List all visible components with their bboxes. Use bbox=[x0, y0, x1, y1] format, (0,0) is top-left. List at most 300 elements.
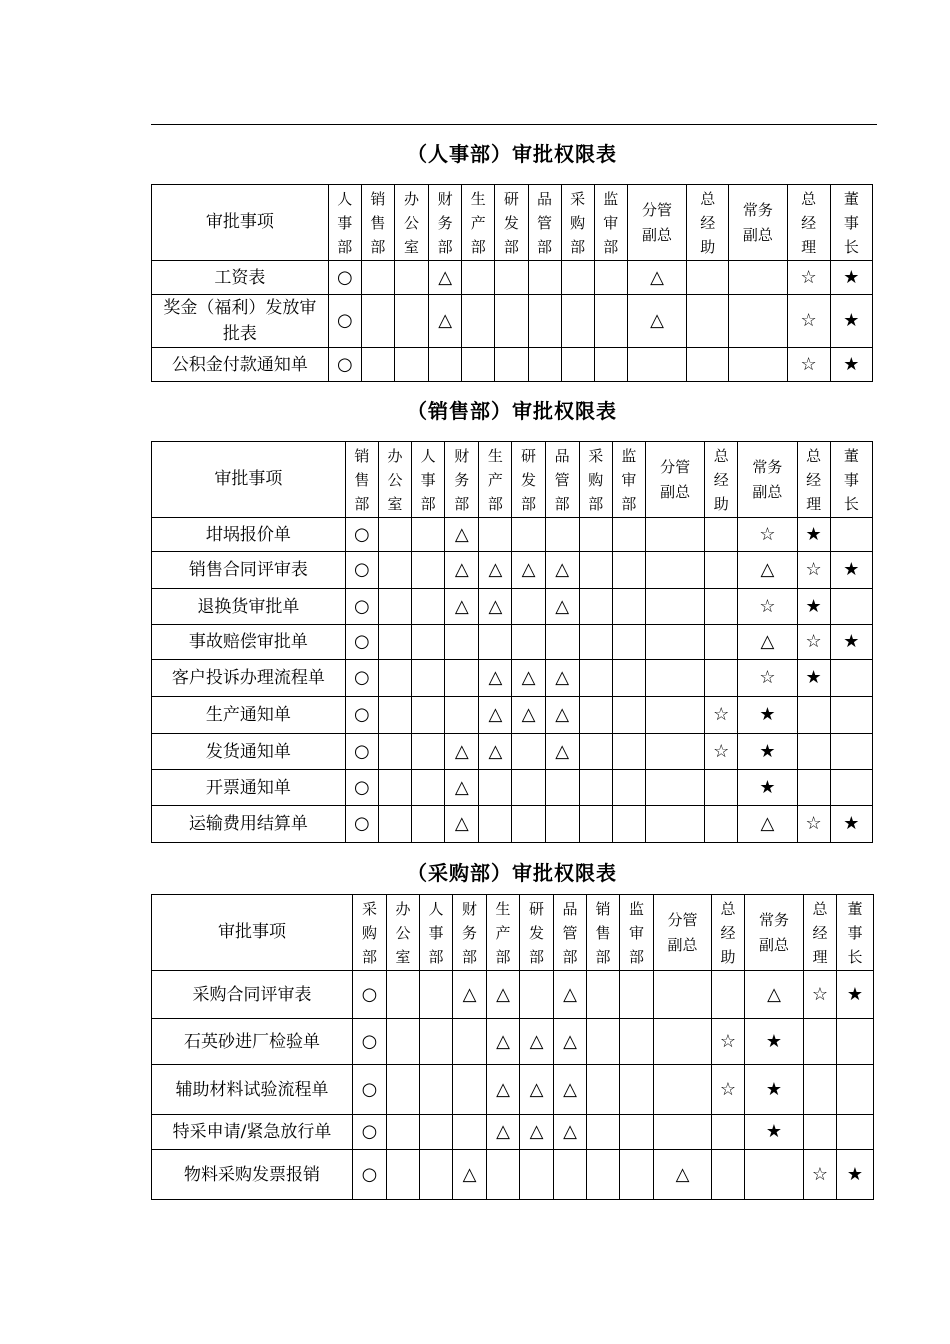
approval-cell bbox=[378, 589, 411, 625]
approval-item: 开票通知单 bbox=[152, 770, 346, 806]
column-header-text: 部 bbox=[621, 494, 637, 513]
column-header-text: 财 bbox=[437, 189, 453, 208]
approval-cell bbox=[394, 261, 428, 295]
approval-cell bbox=[412, 770, 445, 806]
column-header bbox=[579, 442, 612, 518]
approval-cell bbox=[512, 734, 545, 770]
approval-cell bbox=[561, 261, 594, 295]
column-header-text: 理 bbox=[806, 494, 822, 513]
approval-cell bbox=[345, 625, 378, 660]
column-header-text: 常务 bbox=[758, 910, 789, 929]
approval-cell bbox=[579, 770, 612, 806]
column-header-text: 财 bbox=[461, 899, 477, 918]
approval-cell bbox=[797, 806, 830, 843]
approval-cell bbox=[587, 1019, 620, 1065]
approval-mark: △ bbox=[767, 983, 781, 1005]
approval-cell bbox=[445, 625, 479, 660]
column-header-text: 部 bbox=[487, 494, 503, 513]
approval-cell bbox=[545, 770, 579, 806]
approval-cell bbox=[554, 1019, 587, 1065]
approval-cell bbox=[378, 806, 411, 843]
column-header bbox=[837, 895, 874, 971]
approval-cell bbox=[479, 660, 512, 697]
approval-cell bbox=[804, 1115, 837, 1150]
column-header-text: 销 bbox=[370, 189, 386, 208]
approval-mark: △ bbox=[521, 667, 536, 688]
approval-cell bbox=[830, 518, 872, 552]
column-header bbox=[554, 895, 587, 971]
table-row bbox=[152, 1019, 874, 1065]
column-header-text: 研 bbox=[520, 446, 536, 465]
column-header-text: 长 bbox=[843, 494, 859, 513]
approval-mark: ○ bbox=[354, 813, 370, 834]
approval-cell bbox=[429, 261, 462, 295]
approval-cell bbox=[328, 295, 361, 348]
column-header-text: 财 bbox=[454, 446, 470, 465]
approval-cell bbox=[479, 697, 512, 734]
approval-cell bbox=[620, 1019, 654, 1065]
approval-cell bbox=[612, 660, 645, 697]
column-header-text: 审 bbox=[628, 923, 644, 942]
column-header-text: 总 bbox=[812, 899, 828, 918]
column-header bbox=[353, 895, 387, 971]
column-header-text: 部 bbox=[503, 237, 519, 256]
approval-cell bbox=[579, 552, 612, 589]
approval-cell bbox=[345, 589, 378, 625]
approval-cell bbox=[353, 1150, 387, 1200]
column-header-text: 事 bbox=[843, 470, 859, 489]
column-header bbox=[561, 185, 594, 261]
approval-mark: △ bbox=[555, 595, 570, 617]
column-header-text: 产 bbox=[487, 470, 503, 489]
approval-cell bbox=[612, 806, 645, 843]
approval-cell bbox=[378, 518, 411, 552]
approval-cell bbox=[830, 589, 872, 625]
column-header-text: 购 bbox=[361, 923, 377, 942]
approval-cell bbox=[612, 552, 645, 589]
column-header-text: 事 bbox=[420, 470, 436, 489]
approval-item: 生产通知单 bbox=[152, 697, 346, 734]
approval-item: 销售合同评审表 bbox=[152, 552, 346, 589]
approval-mark: ○ bbox=[361, 1030, 378, 1052]
approval-cell bbox=[645, 660, 704, 697]
approval-cell bbox=[429, 295, 462, 348]
column-header-text: 采 bbox=[361, 899, 377, 918]
column-header bbox=[361, 185, 394, 261]
approval-mark: △ bbox=[496, 1078, 510, 1100]
approval-cell bbox=[353, 1019, 387, 1065]
column-header-text: 购 bbox=[588, 470, 604, 489]
approval-mark: △ bbox=[555, 667, 570, 688]
column-header-text: 常务 bbox=[742, 200, 773, 219]
approval-mark: ○ bbox=[336, 353, 353, 375]
approval-cell bbox=[705, 734, 738, 770]
approval-mark: ○ bbox=[354, 740, 370, 762]
approval-cell bbox=[712, 1065, 745, 1115]
approval-cell bbox=[528, 295, 561, 348]
approval-cell bbox=[345, 660, 378, 697]
approval-mark: ★ bbox=[765, 1078, 783, 1100]
column-header bbox=[520, 895, 554, 971]
approval-cell bbox=[705, 806, 738, 843]
column-header bbox=[394, 185, 428, 261]
approval-cell bbox=[830, 295, 872, 348]
column-header-text: 发 bbox=[503, 213, 519, 232]
approval-cell bbox=[512, 552, 545, 589]
approval-mark: ☆ bbox=[759, 595, 776, 617]
approval-mark: ○ bbox=[336, 310, 353, 331]
approval-cell bbox=[420, 1065, 453, 1115]
approval-mark: ○ bbox=[361, 983, 378, 1005]
approval-cell bbox=[830, 348, 872, 382]
approval-cell bbox=[545, 552, 579, 589]
approval-cell bbox=[705, 770, 738, 806]
approval-mark: ☆ bbox=[759, 667, 776, 688]
column-header-text: 董 bbox=[847, 899, 863, 918]
column-header-text: 务 bbox=[454, 470, 470, 489]
approval-cell bbox=[345, 770, 378, 806]
column-header-text: 公 bbox=[387, 470, 403, 489]
approval-cell bbox=[445, 734, 479, 770]
approval-mark: △ bbox=[563, 1030, 577, 1052]
approval-cell bbox=[797, 518, 830, 552]
approval-mark: ★ bbox=[843, 310, 860, 331]
approval-cell bbox=[479, 806, 512, 843]
approval-mark: ○ bbox=[354, 631, 370, 652]
column-header bbox=[712, 895, 745, 971]
approval-cell bbox=[453, 1115, 487, 1150]
item-header: 审批事项 bbox=[152, 185, 329, 261]
table-row bbox=[152, 1115, 874, 1150]
column-header-text: 部 bbox=[595, 947, 611, 966]
column-header-text: 办 bbox=[395, 899, 411, 918]
approval-cell bbox=[353, 971, 387, 1019]
approval-cell bbox=[620, 971, 654, 1019]
approval-cell bbox=[712, 1019, 745, 1065]
approval-cell bbox=[387, 971, 420, 1019]
column-header bbox=[378, 442, 411, 518]
approval-cell bbox=[830, 261, 872, 295]
approval-mark: △ bbox=[555, 559, 570, 580]
approval-mark: ☆ bbox=[805, 559, 822, 580]
approval-cell bbox=[554, 971, 587, 1019]
table-row bbox=[152, 518, 873, 552]
approval-cell bbox=[804, 1019, 837, 1065]
column-header bbox=[453, 895, 487, 971]
approval-cell bbox=[687, 261, 729, 295]
column-header bbox=[345, 442, 378, 518]
table-title: （人事部）审批权限表 bbox=[407, 142, 617, 166]
column-header-text: 董 bbox=[843, 189, 859, 208]
approval-cell bbox=[797, 770, 830, 806]
header-row bbox=[152, 442, 873, 518]
approval-cell bbox=[654, 1115, 712, 1150]
approval-cell bbox=[712, 971, 745, 1019]
approval-cell bbox=[837, 971, 874, 1019]
column-header-text: 部 bbox=[370, 237, 386, 256]
column-header-text: 部 bbox=[528, 947, 544, 966]
approval-mark: ☆ bbox=[713, 740, 730, 762]
approval-cell bbox=[462, 261, 495, 295]
approval-cell bbox=[479, 770, 512, 806]
approval-cell bbox=[579, 625, 612, 660]
approval-mark: ★ bbox=[843, 813, 860, 834]
column-header-text: 副总 bbox=[752, 482, 783, 501]
approval-cell bbox=[787, 261, 830, 295]
approval-item: 物料采购发票报销 bbox=[152, 1150, 353, 1200]
approval-cell bbox=[804, 1150, 837, 1200]
table-row bbox=[152, 295, 873, 348]
approval-cell bbox=[837, 1019, 874, 1065]
approval-cell bbox=[487, 1019, 520, 1065]
column-header bbox=[627, 185, 686, 261]
table-row bbox=[152, 734, 873, 770]
column-header-text: 部 bbox=[470, 237, 486, 256]
column-header bbox=[804, 895, 837, 971]
approval-cell bbox=[420, 1115, 453, 1150]
column-header-text: 品 bbox=[537, 189, 553, 208]
column-header-text: 部 bbox=[554, 494, 570, 513]
approval-cell bbox=[712, 1150, 745, 1200]
column-header-text: 理 bbox=[801, 237, 817, 256]
approval-mark: △ bbox=[438, 310, 453, 331]
approval-cell bbox=[804, 971, 837, 1019]
approval-cell bbox=[420, 1150, 453, 1200]
approval-cell bbox=[412, 552, 445, 589]
approval-cell bbox=[378, 552, 411, 589]
column-header bbox=[412, 442, 445, 518]
approval-cell bbox=[645, 806, 704, 843]
column-header-text: 部 bbox=[495, 947, 511, 966]
column-header-text: 管 bbox=[554, 470, 570, 489]
approval-cell bbox=[495, 295, 528, 348]
approval-cell bbox=[738, 589, 797, 625]
approval-mark: △ bbox=[454, 740, 469, 762]
approval-cell bbox=[830, 552, 872, 589]
column-header-text: 副总 bbox=[641, 225, 672, 244]
approval-cell bbox=[345, 806, 378, 843]
approval-mark: ★ bbox=[759, 776, 776, 798]
column-header-text: 经 bbox=[700, 213, 716, 232]
column-header-text: 事 bbox=[428, 923, 444, 942]
approval-cell bbox=[612, 770, 645, 806]
column-header bbox=[462, 185, 495, 261]
approval-cell bbox=[797, 734, 830, 770]
column-header bbox=[587, 895, 620, 971]
approval-cell bbox=[479, 734, 512, 770]
approval-cell bbox=[654, 1150, 712, 1200]
column-header bbox=[420, 895, 453, 971]
approval-cell bbox=[520, 1065, 554, 1115]
approval-mark: ☆ bbox=[800, 266, 817, 288]
approval-mark: △ bbox=[563, 1121, 577, 1142]
approval-mark: △ bbox=[454, 595, 469, 617]
approval-cell bbox=[412, 734, 445, 770]
approval-cell bbox=[487, 971, 520, 1019]
approval-cell bbox=[445, 589, 479, 625]
approval-cell bbox=[545, 518, 579, 552]
approval-cell bbox=[545, 734, 579, 770]
approval-cell bbox=[512, 770, 545, 806]
column-header bbox=[787, 185, 830, 261]
column-header bbox=[729, 185, 787, 261]
column-header-text: 人 bbox=[420, 446, 436, 465]
approval-cell bbox=[645, 552, 704, 589]
column-header-text: 生 bbox=[495, 899, 511, 918]
approval-mark: ★ bbox=[805, 667, 822, 688]
approval-cell bbox=[462, 295, 495, 348]
approval-cell bbox=[445, 660, 479, 697]
column-header-text: 生 bbox=[470, 189, 486, 208]
approval-cell bbox=[394, 295, 428, 348]
approval-cell bbox=[445, 518, 479, 552]
approval-cell bbox=[554, 1150, 587, 1200]
approval-mark: ○ bbox=[354, 559, 370, 580]
approval-cell bbox=[745, 1115, 804, 1150]
approval-cell bbox=[412, 660, 445, 697]
approval-cell bbox=[345, 734, 378, 770]
approval-cell bbox=[645, 697, 704, 734]
table-row bbox=[152, 348, 873, 382]
column-header-text: 人 bbox=[337, 189, 353, 208]
column-header-text: 销 bbox=[595, 899, 611, 918]
approval-cell bbox=[738, 518, 797, 552]
column-header-text: 售 bbox=[370, 213, 386, 232]
approval-cell bbox=[837, 1065, 874, 1115]
approval-cell bbox=[738, 806, 797, 843]
approval-cell bbox=[545, 625, 579, 660]
column-header-text: 产 bbox=[470, 213, 486, 232]
column-header-text: 采 bbox=[588, 446, 604, 465]
approval-mark: ○ bbox=[336, 266, 353, 288]
approval-cell bbox=[738, 770, 797, 806]
approval-mark: △ bbox=[760, 813, 775, 834]
approval-cell bbox=[512, 518, 545, 552]
column-header bbox=[654, 895, 712, 971]
approval-cell bbox=[561, 348, 594, 382]
approval-cell bbox=[412, 806, 445, 843]
approval-cell bbox=[429, 348, 462, 382]
column-header-text: 售 bbox=[354, 470, 370, 489]
approval-cell bbox=[453, 1065, 487, 1115]
column-header bbox=[745, 895, 804, 971]
approval-cell bbox=[612, 518, 645, 552]
column-header bbox=[687, 185, 729, 261]
column-header-text: 总 bbox=[801, 189, 817, 208]
column-header-text: 部 bbox=[603, 237, 619, 256]
approval-mark: △ bbox=[454, 813, 469, 834]
column-header bbox=[620, 895, 654, 971]
approval-cell bbox=[797, 660, 830, 697]
approval-cell bbox=[512, 697, 545, 734]
approval-cell bbox=[738, 552, 797, 589]
column-header-text: 发 bbox=[528, 923, 544, 942]
approval-cell bbox=[412, 625, 445, 660]
approval-mark: ★ bbox=[846, 1163, 864, 1185]
approval-cell bbox=[787, 295, 830, 348]
column-header-text: 售 bbox=[595, 923, 611, 942]
approval-cell bbox=[495, 348, 528, 382]
column-header bbox=[528, 185, 561, 261]
approval-cell bbox=[579, 734, 612, 770]
approval-item: 奖金（福利）发放审批表 bbox=[152, 295, 329, 348]
approval-cell bbox=[645, 770, 704, 806]
column-header-text: 事 bbox=[337, 213, 353, 232]
approval-mark: ☆ bbox=[800, 310, 817, 331]
column-header-text: 分管 bbox=[641, 200, 672, 219]
approval-cell bbox=[587, 1065, 620, 1115]
approval-cell bbox=[579, 518, 612, 552]
column-header-text: 经 bbox=[713, 470, 729, 489]
table-row bbox=[152, 697, 873, 734]
approval-item: 公积金付款通知单 bbox=[152, 348, 329, 382]
column-header-text: 经 bbox=[720, 923, 736, 942]
approval-mark: △ bbox=[488, 595, 503, 617]
approval-mark: ☆ bbox=[805, 813, 822, 834]
approval-cell bbox=[487, 1065, 520, 1115]
approval-mark: △ bbox=[496, 983, 510, 1005]
column-header-text: 销 bbox=[354, 446, 370, 465]
approval-mark: ☆ bbox=[811, 983, 829, 1005]
approval-cell bbox=[654, 1065, 712, 1115]
approval-mark: △ bbox=[438, 266, 453, 288]
approval-mark: ○ bbox=[354, 704, 370, 725]
column-header-text: 助 bbox=[720, 947, 736, 966]
approval-cell bbox=[554, 1115, 587, 1150]
column-header-text: 部 bbox=[520, 494, 536, 513]
approval-mark: ★ bbox=[805, 595, 822, 617]
item-header: 审批事项 bbox=[152, 895, 353, 971]
approval-cell bbox=[612, 625, 645, 660]
approval-cell bbox=[705, 552, 738, 589]
column-header-text: 产 bbox=[495, 923, 511, 942]
approval-cell bbox=[830, 660, 872, 697]
approval-cell bbox=[479, 552, 512, 589]
approval-cell bbox=[687, 348, 729, 382]
column-header-text: 总 bbox=[806, 446, 822, 465]
column-header-text: 管 bbox=[562, 923, 578, 942]
approval-cell bbox=[445, 697, 479, 734]
approval-cell bbox=[587, 1150, 620, 1200]
approval-cell bbox=[361, 348, 394, 382]
approval-cell bbox=[520, 1115, 554, 1150]
approval-cell bbox=[738, 697, 797, 734]
approval-mark: ○ bbox=[354, 595, 370, 617]
column-header-text: 部 bbox=[628, 947, 644, 966]
column-header bbox=[738, 442, 797, 518]
approval-cell bbox=[412, 589, 445, 625]
approval-cell bbox=[345, 697, 378, 734]
approval-cell bbox=[412, 518, 445, 552]
approval-item: 客户投诉办理流程单 bbox=[152, 660, 346, 697]
column-header-text: 审 bbox=[603, 213, 619, 232]
approval-cell bbox=[453, 1150, 487, 1200]
approval-cell bbox=[328, 261, 361, 295]
approval-cell bbox=[361, 261, 394, 295]
approval-mark: ★ bbox=[765, 1121, 783, 1142]
column-header-text: 监 bbox=[603, 189, 619, 208]
approval-cell bbox=[645, 518, 704, 552]
column-header-text: 分管 bbox=[667, 910, 698, 929]
approval-mark: ☆ bbox=[800, 353, 817, 375]
approval-mark: ★ bbox=[843, 266, 860, 288]
column-header-text: 长 bbox=[847, 947, 863, 966]
approval-mark: ☆ bbox=[719, 1078, 737, 1100]
approval-cell bbox=[328, 348, 361, 382]
approval-cell bbox=[612, 697, 645, 734]
approval-cell bbox=[587, 971, 620, 1019]
approval-cell bbox=[712, 1115, 745, 1150]
